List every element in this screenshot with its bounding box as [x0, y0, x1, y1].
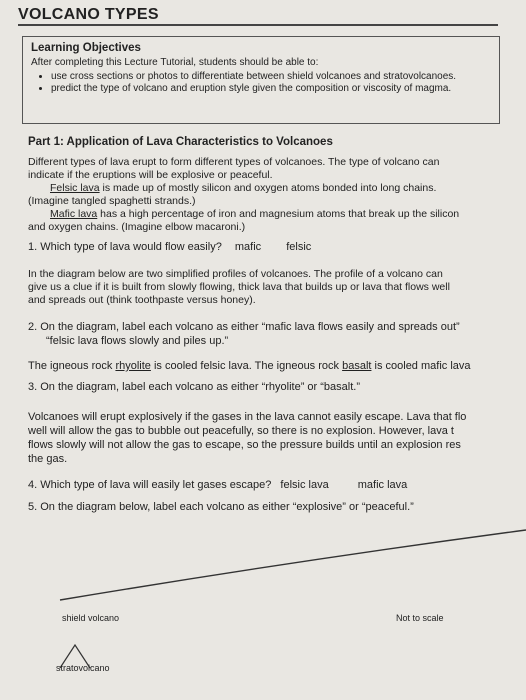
text-span: The igneous rock — [28, 360, 116, 372]
scale-note: Not to scale — [396, 613, 444, 623]
objectives-title: Learning Objectives — [31, 42, 141, 54]
text-line: give us a clue if it is built from slowly flowing, thick lava that builds up or lava that flows well — [28, 281, 450, 293]
basalt-term: basalt — [342, 360, 372, 372]
shield-volcano-label: shield volcano — [62, 613, 120, 623]
question-text: 1. Which type of lava would flow easily? — [28, 241, 222, 253]
mafic-term: Mafic lava — [50, 208, 98, 220]
objectives-intro: After completing this Lecture Tutorial, students should be able to: — [31, 57, 319, 68]
text-line: (Imagine tangled spaghetti strands.) — [28, 195, 196, 207]
text-line: and oxygen chains. (Imagine elbow macaroni.) — [28, 221, 246, 233]
answer-felsic: felsic — [286, 241, 312, 253]
shield-volcano-profile — [60, 530, 526, 600]
text-line: Different types of lava erupt to form different types of volcanoes. The type of volcano can — [28, 156, 440, 168]
text-line: and spreads out (think toothpaste versus honey). — [28, 294, 256, 306]
objective-item: • predict the type of volcano and eruption style given the composition or viscosity of magma. — [51, 83, 491, 95]
question-3: 3. On the diagram, label each volcano as either “rhyolite” or “basalt.” — [28, 381, 360, 393]
answer-mafic: mafic — [234, 241, 262, 253]
text-span: is cooled mafic lava — [371, 360, 471, 372]
question-text: 4. Which type of lava will easily let gases escape? — [28, 479, 272, 491]
text-line: flows slowly will not allow the gas to escape, so the pressure builds until an explosion res — [28, 439, 461, 451]
answer-felsic-lava: felsic lava — [280, 479, 329, 491]
text-line: 2. On the diagram, label each volcano as either “mafic lava flows easily and spreads out” — [28, 321, 460, 333]
page-title: VOLCANO TYPES — [18, 6, 159, 23]
objective-item: • use cross sections or photos to differentiate between shield volcanoes and stratovolcanoes. — [51, 71, 491, 83]
text-line: “felsic lava flows slowly and piles up.” — [46, 335, 229, 347]
answer-mafic-lava: mafic lava — [357, 479, 408, 491]
part1-heading: Part 1: Application of Lava Characteristics to Volcanoes — [28, 136, 333, 148]
text-line: well will allow the gas to bubble out peacefully, so there is no explosion. However, lava t — [28, 425, 454, 437]
felsic-term: Felsic lava — [50, 182, 100, 194]
question-5: 5. On the diagram below, label each volcano as either “explosive” or “peaceful.” — [28, 501, 414, 513]
rhyolite-term: rhyolite — [115, 360, 151, 372]
felsic-def: is made up of mostly silicon and oxygen atoms bonded into long chains. — [99, 182, 437, 194]
text-line: In the diagram below are two simplified profiles of volcanoes. The profile of a volcano can — [28, 268, 443, 280]
stratovolcano-label: stratovolcano — [56, 663, 110, 673]
text-line: indicate if the eruptions will be explosive or peaceful. — [28, 169, 273, 181]
text-line: the gas. — [28, 453, 68, 465]
text-line: Volcanoes will erupt explosively if the gases in the lava cannot easily escape. Lava that flo — [28, 411, 467, 423]
text-span: is cooled felsic lava. The igneous rock — [150, 360, 343, 372]
mafic-def: has a high percentage of iron and magnesium atoms that break up the silicon — [97, 208, 460, 220]
